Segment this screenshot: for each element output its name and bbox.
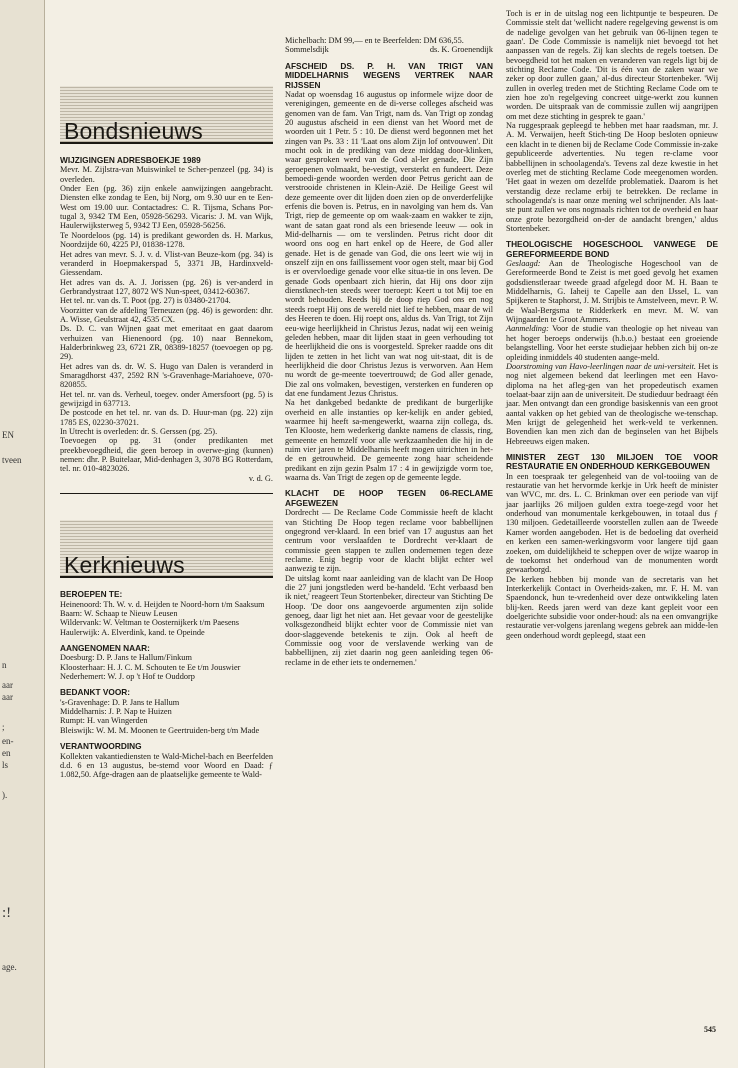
paragraph: Na het dankgebed bedankte de predikant de burgerlijke overheid en alle instanties op ker-kelijk en ander gebied, waarmee hij heeft sa-mengewerkt, waarna zijn collega, ds. Ten Klooste, hem wederkerig dankte namens de classis, ring, gemeente en hemzelf voor alle werkzaamheden die hij in de ruim vier jaren te Middelharnis heeft mogen uitrichten in het-de en getrouwheid. De gemeente zong haar scheidende predikant en zijn gezin Psalm 17 : 4 in gewijzigde vorm toe, waarna ds. Van Trigt de zegen op de gemeente legde. bbox=[285, 398, 493, 482]
margin-fragment: ; bbox=[2, 722, 5, 732]
list-item: Haulerwijk: A. Elverdink, kand. te Opeinde bbox=[60, 627, 205, 637]
signature-row bbox=[285, 45, 493, 54]
margin-fragment: age. bbox=[2, 962, 17, 972]
column-middle bbox=[285, 36, 493, 667]
paragraph: Het adres van ds. A. J. Jorissen (pg. 26) is ver-anderd in Gerbrandystraat 127, 8072 WS Nun-speet, 03412-60367. bbox=[60, 277, 273, 296]
paragraph-text: Aan de Theologische Hogeschool van de Gereformeerde Bond te Zeist is met goed gevolg het examen godsdienstleraar tweede graad afgelegd door M. H. Baan te Middelharnis, G. Iaheij te Capelle aan den IJssel, L. van Spijkeren te Staphorst, J. M. Strijbis te Amstelveen, mevr. P. W. de Waal-Bergsma te Ridderkerk en mevr. M. W. van Wijngaarden te Groot Ammers. bbox=[506, 259, 718, 325]
continued-article-body bbox=[506, 9, 718, 233]
list-item: Heinenoord: Th. W. v. d. Heijden te Noord-horn t/m Saaksum bbox=[60, 599, 265, 609]
page-number: 545 bbox=[704, 1025, 716, 1034]
margin-fragment: ls bbox=[2, 760, 9, 770]
paragraph: Ds. D. C. van Wijnen gaat met emeritaat en gaat daarom verhuizen van Hienenoord (pg. 10) naar Bennekom, Halderbrinkweg 23, 6721 ZR, 08389-18257 (toevoegen op pg. 29). bbox=[60, 324, 273, 362]
bondsnieuws-body bbox=[60, 165, 273, 473]
margin-fragment: aar bbox=[2, 692, 13, 702]
paragraph: Dordrecht — De Reclame Code Commissie heeft de klacht van Stichting De Hoop tegen reclame voor babbellijnen ongegrond ver-klaard. In een brief van 17 augustus aan het centrum voor verslaafden te Dordrecht ver-klaart de commissie geen stappen te zullen ondernemen tegen deze reclame. Enig begrip voor de klacht blijkt echter wel aanwezig te zijn. bbox=[285, 508, 493, 574]
paragraph-text: Voor de studie van theologie op het niveau van het hoger beroeps onderwijs (h.b.o.) bestaat een groeiende belangstelling. Voor het eerste studiejaar hebben zich bij on-ze opleiding inmiddels 40 studenten aange-meld. bbox=[506, 324, 718, 362]
subsection-heading: BEROEPEN TE: bbox=[60, 589, 123, 600]
paragraph: Het adres van ds. dr. W. S. Hugo van Dalen is veranderd in Smaragdhorst 437, 2592 RN 's-Gravenhage-Mariahoeve, 070-820855. bbox=[60, 361, 273, 390]
paragraph: De kerken hebben bij monde van de secretaris van het Interkerkelijk Contact in Overheids-zaken, mr. F. H. M. van Spaendonck, hun te-vredenheid over deze ontwikkeling laten blij-ken. Reeds jaren werd van deze kant gepleit voor een doelgerichte subsidie voor onder-houd: als na een omvangrijke restauratie ver-volgens jarenlang wegens gebrek aan midde-len geen onderhoud wordt gepleegd, staat een bbox=[506, 574, 718, 640]
paragraph: Voorzitter van de afdeling Terneuzen (pg. 46) is geworden: dhr. A. Wisse, Geulstraat 42, 4535 CX. bbox=[60, 305, 273, 324]
paragraph: Het tel. nr. van ds. T. Poot (pg. 27) is 03480-21704. bbox=[60, 296, 231, 306]
section-divider bbox=[60, 493, 273, 494]
paragraph: Te Noordeloos (pg. 14) is predikant geworden ds. H. Markus, Noordzijde 60, 4225 PJ, 01838-1278. bbox=[60, 230, 273, 250]
list-item: Doesburg: D. P. Jans te Hallum/Finkum bbox=[60, 653, 192, 663]
continued-text: Michelbach: DM 99,— en te Beerfelden: DM 636,55. bbox=[285, 36, 464, 45]
paragraph bbox=[506, 324, 718, 361]
list-item: Middelharnis: J. P. Nap te Huizen bbox=[60, 707, 172, 717]
margin-fragment: tveen bbox=[2, 455, 22, 465]
list-item: Baarn: W. Schaap te Nieuw Leusen bbox=[60, 608, 178, 618]
kerknieuws-body bbox=[60, 590, 273, 779]
paragraph-text: Het is nog niet algemeen bekend dat leerlingen met een Havo-diploma na het afleg-gen van het propedeutisch examen toelaat-baar zijn aan de universiteit. De studieduur bedraagt één jaar. Men ontvangt dan een grondige basiskennis van een groot aantal vakken op het gebied van de theologische we-tenschap. Men krijgt de gelegenheid het werk-veld te verkennen. Bovendien kan men zich dan de beginselen van het Bijbels Hebreeuws eigen maken. bbox=[506, 361, 718, 446]
article-heading: THEOLOGISCHE HOGESCHOOL VANWEGE DE GEREFORMEERDE BOND bbox=[506, 239, 718, 259]
article-heading: WIJZIGINGEN ADRESBOEKJE 1989 bbox=[60, 155, 201, 165]
list-item: Bleiswijk: W. M. M. Moonen te Geertruiden-berg t/m Made bbox=[60, 725, 260, 735]
minister-body bbox=[506, 472, 718, 640]
margin-fragment: en bbox=[2, 748, 11, 758]
paragraph: In Utrecht is overleden: dr. S. Gerssen (pg. 25). bbox=[60, 427, 218, 437]
column-left bbox=[60, 86, 273, 780]
afscheid-body bbox=[285, 90, 493, 482]
theologische-body bbox=[506, 259, 718, 446]
list-item: Wildervank: W. Veltman te Oosternijkerk t/m Paesens bbox=[60, 618, 240, 628]
paragraph bbox=[506, 362, 718, 446]
list-item: Rumpt: H. van Wingerden bbox=[60, 716, 148, 726]
section-title-kerknieuws: Kerknieuws bbox=[64, 551, 185, 578]
paragraph-lead: Aanmelding: bbox=[506, 324, 549, 334]
previous-page-edge bbox=[0, 0, 45, 1068]
paragraph: De uitslag komt naar aanleiding van de klacht van De Hoop die 27 juni jongstleden werd be-handeld. 'Echt verbaasd ben ik niet,' reageert Teun Stortenbeker, directeur van Stichting De Hoop. 'De door ons aangevoerde argumenten zijn solide genoeg, daar ligt het niet aan. Het gevaar voor de geestelijke volksgezondheid blijkt echter voor de Commissie niet van door-slaggevende betekenis te zijn. Ook al heeft de Commissie oog voor de verslavende werking van de babbellijnen, zij ziet daarin nog geen aanleiding tegen 06-reclame in de ether iets te ondernemen.' bbox=[285, 573, 493, 667]
subsection-heading: BEDANKT VOOR: bbox=[60, 687, 131, 698]
kerknieuws-banner bbox=[60, 520, 273, 578]
paragraph: Onder Een (pg. 36) zijn enkele aanwijzingen aangebracht. Diensten elke zondag te Een, bij Norg, om 9.30 uur en te Een-West om 19.00 uur. Contactadres: C. R. Tijsma, Schans Por-tugal 3, 9342 TM Een, 05928-56293. Vicaris: J. M. van Wijk, Haulerwijksterweg 5, 9342 TJ Een, 05928-56256. bbox=[60, 184, 273, 231]
paragraph: Mevr. M. Zijlstra-van Muiswinkel te Scher-penzeel (pg. 34) is overleden. bbox=[60, 165, 273, 184]
article-heading: KLACHT DE HOOP TEGEN 06-RECLAME AFGEWEZEN bbox=[285, 488, 493, 508]
signature-name: ds. K. Groenendijk bbox=[429, 45, 493, 55]
paragraph: In een toespraak ter gelegenheid van de vol-tooiing van de restauratie van het hervormde kerkje in Urk heeft de minister van WVC, mr. drs. L. C. Brinkman over een periode van vijf jaar jaarlijks 26 miljoen gulden extra toege-zegd voor het onderhoud van monumentale kerkgebouwen, in totaal dus ƒ 130 miljoen. Gedetailleerde voorstellen zullen aan de Tweede Kamer worden aangeboden. Het is de bedoeling dat overheid en kerken een samen-werkingsvorm voor langere tijd gaan zoeken, om duidelijkheid te scheppen over de wijze waarop in de toekomst het onderhoud van de monumenten wordt gewaarborgd. bbox=[506, 471, 718, 575]
margin-fragment: n bbox=[2, 660, 7, 670]
section-title-bondsnieuws: Bondsnieuws bbox=[64, 117, 204, 144]
article-signature: v. d. G. bbox=[248, 473, 273, 483]
paragraph: Het adres van mevr. S. J. v. d. Vlist-van Beuze-kom (pg. 34) is veranderd in Hoepmakerspad 5, 3371 JB, Hardinxveld-Giessendam. bbox=[60, 249, 273, 278]
paragraph: De postcode en het tel. nr. van ds. D. Huur-man (pg. 22) zijn 1785 ES, 02230-37021. bbox=[60, 408, 273, 427]
paragraph: Nadat op woensdag 16 augustus op informele wijze door de verenigingen, gemeente en de di-verse colleges afscheid was genomen van de fam. Van Trigt, nam ds. Van Trigt op zondag 20 augustus afscheid in een dienst van het Woord met de woorden uit 1 Petr. 5 : 10. De dienst werd begonnen met het zingen van Ps. 33 : 11 'Laat ons alom Zijn lof ontvouwen'. Dit mocht ook in de prediking van deze middag door-klinken, waar gesproken werd van de God al-ler genade, Die Zijn geroepenen volmaakt, be-vestigt, versterkt en fundeert. Deze bemoedi-gende woorden werden door Petrus gericht aan de verstrooide christenen in Klein-Azië. De Heilige Geest wil deze gemeente over dit lijden doen zien op de onverderfelijke erfenis die boven is. Petrus, en in navolging van hem ds. Van Trigt, riep de gemeente op om waak-zaam en wakker te zijn, want de satan gaat rond als een briesende leeuw — ook in Mid-delharnis — om te verslinden. Petrus richt door dit woord ons oog en hart enkel op de Heere, de God aller genade. Het is de genade van God, die ons leert wie wij in onszelf zijn en ons faillissement voor ogen stelt, maar bij God is er overvloedige genade voor elke situa-tie in ons leven. De genade Gods openbaart zich hierin, dat Hij ons door zijn dienstknech-ten steeds weer toeroept: Keert u tot Mij toe en wordt behouden. Reeds bij de doop riep God ons en nog steeds roept Hij ons de wereld niet lief te hebben, maar de wil des Heeren te doen. Hij roept ons, aldus ds. Van Trigt, tot Zijn eeu-wige heerlijkheid in Christus Jezus, nadat wij een weinig geleden hebben, maar dit lijden staat in geen verhouding tot de heerlijkheid die ons is voorgesteld. Spreker raadde ons dit lijden te zetten in het licht van wat nog uit-staat, dit is de heerlijkheid die door Christus Jezus is verworven. Aan Hem nu wordt de ge-meente toevertrouwd; de God aller genade, Die zal ons volmaken, bevestigen, versterken en funderen op dat ene fundament Jezus Christus. bbox=[285, 89, 493, 398]
paragraph: Toevoegen op pg. 31 (onder predikanten met preekbevoegdheid, die geen beroep in overwe-ging (kunnen) nemen: dhr. P. Buitelaar, Mid-denhagen 3, 3078 BG Rotterdam, tel. nr. 010-4823026. bbox=[60, 436, 273, 474]
list-item: 's-Gravenhage: D. P. Jans te Hallum bbox=[60, 697, 180, 707]
article-heading: MINISTER ZEGT 130 MILJOEN TOE VOOR RESTAURATIE EN ONDERHOUD KERKGEBOUWEN bbox=[506, 451, 718, 472]
margin-fragment: en- bbox=[2, 736, 14, 746]
klacht-body bbox=[285, 508, 493, 667]
paragraph-lead: Doorstroming van Havo-leerlingen naar de uni-versiteit. bbox=[506, 361, 696, 371]
list-item: Kollekten vakantiediensten te Wald-Michel-bach en Beerfelden d.d. 6 en 13 augustus, be-stemd voor Woord en Daad: ƒ 1.082,50. Afge-dragen aan de plaatselijke gemeente te Wald- bbox=[60, 751, 273, 780]
signature-place: Sommelsdijk bbox=[285, 45, 329, 55]
paragraph: Na ruggespraak gepleegd te hebben met haar raadsman, mr. J. A. M. Verwaijen, heeft Stich-ting De Hoop besloten opnieuw een klacht in te dienen bij de Reclame Code Commissie in-zake gepubliceerde advertenties. Nu tegen re-clame voor babbellijnen in schoolagenda's. Tevens zal deze kwestie in het overleg met de stichting Reclame Code meegenomen worden. 'Het gaat in wezen om dezelfde problematiek. Daarom is het verstandig deze reclame erbij te betrekken. De reclame in schoolagenda's is naar onze mening wel schrijnender. Als laat-ste punt zullen we ons nogmaals richten tot de overheid en haar onze grote bezorgdheid on-der de aandacht brengen,' aldus Stortenbeker. bbox=[506, 121, 718, 233]
margin-fragment: aar bbox=[2, 680, 13, 690]
subsection-heading: VERANTWOORDING bbox=[60, 741, 142, 752]
paragraph bbox=[506, 259, 718, 324]
bondsnieuws-banner bbox=[60, 86, 273, 144]
paragraph: Toch is er in de uitslag nog een lichtpuntje te bespeuren. De Commissie stelt dat 'wellicht nadere regelgeving gewenst is om de nadelige gevolgen van het gebruik van 06-lijnen tegen te gaan'. De Code Commissie is namelijk niet bevoegd tot het aanpassen van de regels. Zij kan slechts de regels toetsen. De bevoegdheid tot het maken en veranderen van regels ligt bij de stichting Reclame Code. 'Dit is één van de zaken waar we zeker op door zullen gaan,' al-dus directeur Stortenbeker. 'Wij zullen in overleg treden met de Stichting Reclame Code om te zien hoe zo'n regelgeving concreet uitge-werkt zou kunnen worden. De uitspraak van de commissie zullen wij aangrijpen om met deze stichting in gesprek te gaan.' bbox=[506, 9, 718, 121]
margin-fragment: EN bbox=[2, 430, 14, 440]
article-heading: AFSCHEID DS. P. H. VAN TRIGT VAN MIDDELHARNIS WEGENS VERTREK NAAR RIJSSEN bbox=[285, 60, 493, 90]
list-item: Kloosterhaar: H. J. C. M. Schouten te Ee t/m Jouswier bbox=[60, 662, 241, 672]
list-item: Nederhemert: W. J. op 't Hof te Ouddorp bbox=[60, 671, 195, 681]
margin-fragment: :! bbox=[2, 905, 12, 921]
margin-fragment: ). bbox=[2, 790, 8, 800]
paragraph: Het tel. nr. van ds. Verheul, toegev. onder Amersfoort (pg. 5) is gewijzigd in 637713. bbox=[60, 389, 273, 408]
paragraph-lead: Geslaagd: bbox=[506, 259, 541, 269]
column-right bbox=[506, 9, 718, 640]
subsection-heading: AANGENOMEN NAAR: bbox=[60, 642, 150, 653]
